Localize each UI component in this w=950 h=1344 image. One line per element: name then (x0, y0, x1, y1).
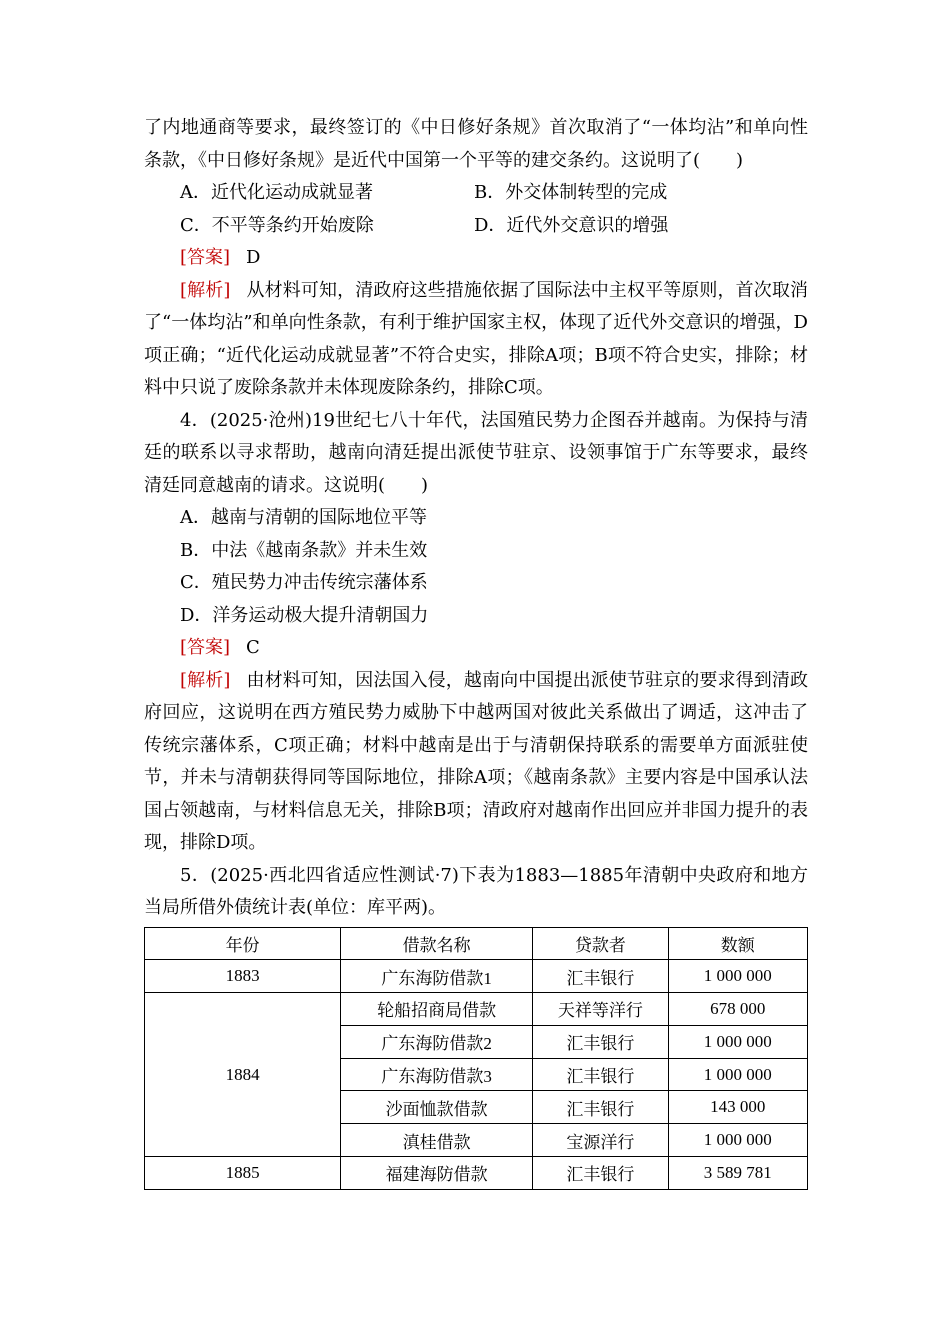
q4-answer (144, 632, 808, 665)
amount-cell: 1 000 000 (668, 960, 807, 993)
lender-cell: 汇丰银行 (533, 1025, 668, 1058)
analysis-label: [解析] (180, 279, 231, 301)
amount-cell: 1 000 000 (668, 1058, 807, 1091)
loan-table (144, 927, 808, 1190)
table-row (145, 993, 808, 1026)
q3-option-b: B．外交体制转型的完成 (474, 182, 668, 203)
lender-cell: 汇丰银行 (533, 1091, 668, 1124)
analysis-text: 从材料可知，清政府这些措施依据了国际法中主权平等原则，首次取消了“一体均沾”和单向性条款，有利于维护国家主权，体现了近代外交意识的增强，D项正确；“近代化运动成就显著”不符合史实，排除A项；B项不符合史实，排除；材料中只说了废除条款并未体现废除条约，排除C项。 (144, 279, 809, 398)
lender-cell: 汇丰银行 (533, 960, 668, 993)
lender-cell: 汇丰银行 (533, 1058, 668, 1091)
amount-cell: 678 000 (668, 993, 807, 1026)
amount-cell: 3 589 781 (668, 1157, 807, 1190)
answer-label: [答案] (180, 637, 231, 658)
loan-name-cell: 滇桂借款 (341, 1124, 533, 1157)
analysis-label: [解析] (180, 669, 231, 691)
q5-stem: 5．(2025·西北四省适应性测试·7)下表为1883—1885年清朝中央政府和地方当局所借外债统计表(单位：库平两)。 (144, 864, 808, 918)
q4-option-a: A．越南与清朝的国际地位平等 (180, 507, 427, 528)
analysis-text: 由材料可知，因法国入侵，越南向中国提出派使节驻京的要求得到清政府回应，这说明在西方殖民势力威胁下中越两国对彼此关系做出了调适，这冲击了传统宗藩体系，C项正确；材料中越南是出于与清朝保持联系的需要单方面派驻使节，并未与清朝获得同等国际地位，排除A项；《越南条款》主要内容是中国承认法国占领越南，与材料信息无关，排除B项；清政府对越南作出回应并非国力提升的表现，排除D项。 (144, 669, 809, 853)
q3-option-c: C．不平等条约开始废除 (180, 214, 374, 236)
table-header-row (145, 927, 808, 960)
lender-cell: 宝源洋行 (533, 1124, 668, 1157)
loan-name-cell: 广东海防借款3 (341, 1058, 533, 1091)
loan-name-cell: 福建海防借款 (341, 1157, 533, 1190)
answer-label: [答案] (180, 247, 231, 268)
answer-value: C (246, 637, 260, 658)
header-amount: 数额 (668, 927, 807, 960)
amount-cell: 143 000 (668, 1091, 807, 1124)
loan-name-cell: 广东海防借款1 (341, 960, 533, 993)
q3-answer (144, 242, 808, 275)
q3-option-a: A．近代化运动成就显著 (180, 182, 373, 203)
q3-options-row2 (144, 210, 808, 243)
loan-name-cell: 轮船招商局借款 (341, 993, 533, 1026)
answer-value: D (246, 247, 261, 268)
lender-cell: 天祥等洋行 (533, 993, 668, 1026)
year-cell: 1885 (145, 1157, 341, 1190)
q4-stem: 4．(2025·沧州)19世纪七八十年代，法国殖民势力企图吞并越南。为保持与清廷的联系以寻求帮助，越南向清廷提出派使节驻京、设领事馆于广东等要求，最终清廷同意越南的请求。这说明( ) (144, 409, 808, 496)
q4-option-b: B．中法《越南条款》并未生效 (180, 539, 428, 561)
q3-analysis (144, 275, 808, 405)
document-page (144, 112, 808, 1190)
amount-cell: 1 000 000 (668, 1025, 807, 1058)
table-row (145, 960, 808, 993)
q3-stem: 了内地通商等要求，最终签订的《中日修好条规》首次取消了“一体均沾”和单向性条款，《中日修好条规》是近代中国第一个平等的建交条约。这说明了( ) (144, 117, 808, 171)
lender-cell: 汇丰银行 (533, 1157, 668, 1190)
q3-option-d: D．近代外交意识的增强 (474, 214, 669, 236)
q4-option-c: C．殖民势力冲击传统宗藩体系 (180, 572, 428, 593)
q4-analysis (144, 665, 808, 860)
header-lender: 贷款者 (533, 927, 668, 960)
header-loan-name: 借款名称 (341, 927, 533, 960)
year-cell: 1883 (145, 960, 341, 993)
loan-name-cell: 沙面恤款借款 (341, 1091, 533, 1124)
header-year: 年份 (145, 927, 341, 960)
amount-cell: 1 000 000 (668, 1124, 807, 1157)
q4-option-d: D．洋务运动极大提升清朝国力 (180, 604, 429, 626)
loan-name-cell: 广东海防借款2 (341, 1025, 533, 1058)
year-cell: 1884 (145, 993, 341, 1157)
q3-options-row1 (144, 177, 808, 210)
table-row (145, 1157, 808, 1190)
